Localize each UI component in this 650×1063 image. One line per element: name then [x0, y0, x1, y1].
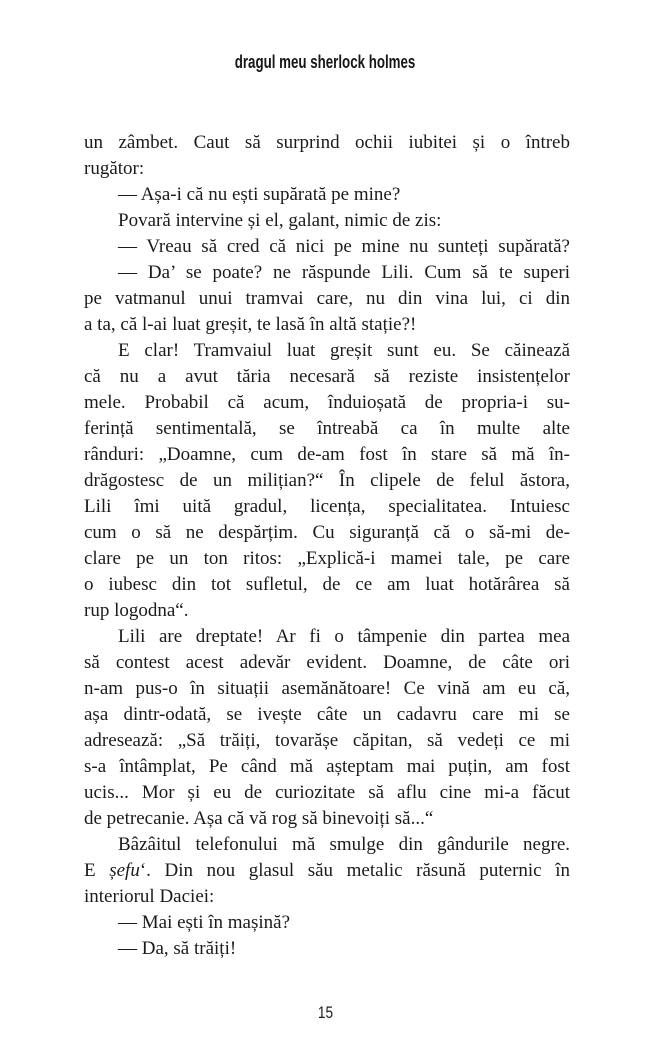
text-line	[84, 858, 570, 884]
text-line: așa dintr-odată, se ivește câte un cadavru care mi se	[84, 704, 570, 725]
text-line: a ta, că l-ai luat greșit, te lasă în altă stație?!	[84, 314, 417, 335]
body-text	[84, 130, 570, 962]
page-number-text: 15	[317, 1003, 333, 1022]
text-line: Lili are dreptate! Ar fi o tâmpenie din partea mea	[118, 626, 570, 647]
text-line: adresează: „Să trăiți, tovarășe căpitan, să vedeți ce mi	[84, 730, 570, 751]
text-segment: E	[84, 860, 110, 881]
text-line: E clar! Tramvaiul luat greșit sunt eu. Se căinează	[118, 340, 570, 361]
text-line: n-am pus-o în situații asemănătoare! Ce vină am eu că,	[84, 678, 570, 699]
text-line: drăgostesc de un milițian?“ În clipele de felul ăstora,	[84, 470, 570, 491]
text-line: o iubesc din tot sufletul, de ce am luat hotărârea să	[84, 574, 570, 595]
text-line: — Așa-i că nu ești supărată pe mine?	[118, 184, 401, 205]
text-line: s-a întâmplat, Pe când mă așteptam mai puțin, am fost	[84, 756, 570, 777]
text-line: ferință sentimentală, se întreabă ca în multe alte	[84, 418, 570, 439]
text-segment: ‘. Din nou glasul său metalic răsună puternic în	[139, 860, 570, 881]
text-line: rup logodna“.	[84, 600, 189, 621]
text-line: rânduri: „Doamne, cum de-am fost în stare să mă în-	[84, 444, 570, 465]
text-line: Bâzâitul telefonului mă smulge din gândurile negre.	[118, 834, 570, 855]
text-line: de petrecanie. Așa că vă rog să binevoiți să...“	[84, 808, 434, 829]
text-line: cum o să ne despărțim. Cu siguranță că o să-mi de-	[84, 522, 570, 543]
text-line: că nu a avut tăria necesară să reziste insistențelor	[84, 366, 570, 387]
text-line: — Da, să trăiți!	[118, 938, 237, 959]
running-header	[0, 52, 650, 73]
text-line: ucis... Mor și eu de curiozitate să aflu cine mi-a făcut	[84, 782, 570, 803]
running-header-text: dragul meu sherlock holmes	[234, 52, 416, 72]
page-number	[0, 1003, 650, 1023]
text-line: — Vreau să cred că nici pe mine nu sunteți supărată?	[118, 236, 570, 257]
text-line: interiorul Daciei:	[84, 886, 215, 907]
text-line: — Mai ești în mașină?	[118, 912, 291, 933]
text-line: mele. Probabil că acum, înduioșată de propria-i su-	[84, 392, 570, 413]
text-line: rugător:	[84, 158, 145, 179]
text-line: un zâmbet. Caut să surprind ochii iubitei și o întreb	[84, 132, 570, 153]
text-line: să contest acest adevăr evident. Doamne, de câte ori	[84, 652, 570, 673]
text-line: Lili îmi uită gradul, licența, specialitatea. Intuiesc	[84, 496, 570, 517]
text-line: clare pe un ton ritos: „Explică-i mamei tale, pe care	[84, 548, 570, 569]
text-line: Povară intervine și el, galant, nimic de zis:	[118, 210, 442, 231]
text-line: — Da’ se poate? ne răspunde Lili. Cum să te superi	[118, 262, 570, 283]
italic-word: șefu	[109, 860, 140, 881]
text-line: pe vatmanul unui tramvai care, nu din vina lui, ci din	[84, 288, 570, 309]
